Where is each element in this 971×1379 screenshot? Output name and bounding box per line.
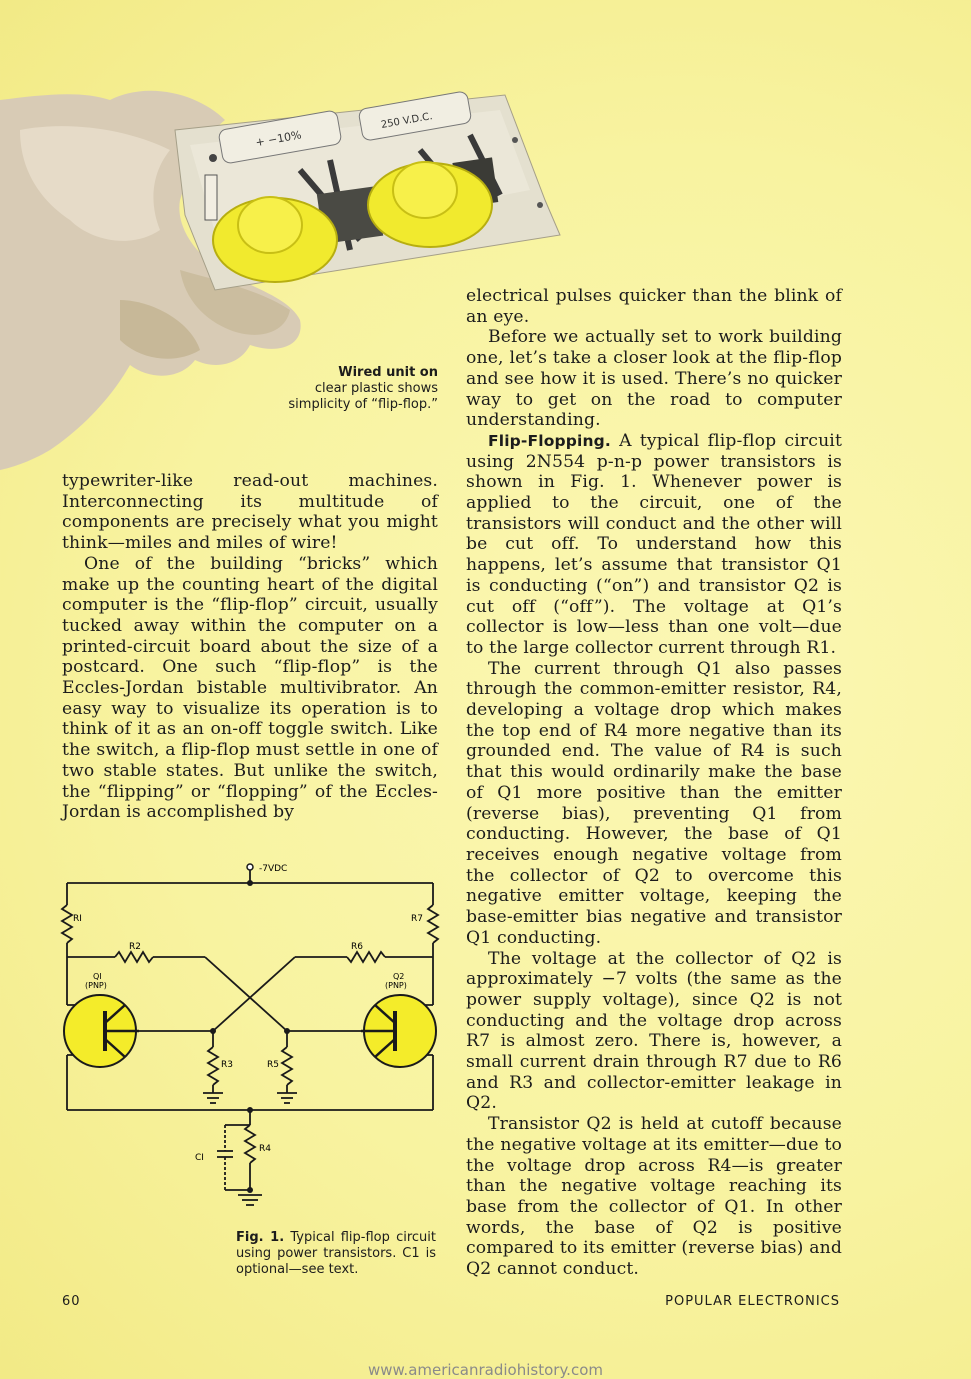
photo-caption-line-1: Wired unit on	[338, 365, 438, 380]
figure-caption	[236, 1230, 436, 1278]
r1-label: RI	[73, 914, 82, 924]
photo-caption-line-3: simplicity of “flip-flop.”	[288, 397, 438, 412]
page-number: 60	[62, 1294, 81, 1309]
photo-caption-line-2: clear plastic shows	[314, 381, 438, 396]
magazine-name: POPULAR ELECTRONICS	[665, 1294, 840, 1309]
flip-flop-schematic	[55, 855, 445, 1215]
r4-label: R4	[259, 1144, 271, 1154]
photo-caption	[230, 365, 438, 413]
paragraph: electrical pulses quicker than the blink of an eye.	[466, 286, 842, 327]
transistor-q2	[361, 995, 436, 1067]
figure-label: Fig. 1.	[236, 1230, 285, 1245]
transistor-q1	[64, 995, 139, 1067]
svg-text:250 V.D.C.: 250 V.D.C.	[380, 111, 434, 131]
r2-label: R2	[129, 942, 141, 952]
paragraph: Before we actually set to work building one, let’s take a closer look at the flip-flop and see how it is used. There’s no quicker way to get on the road to computer understanding.	[466, 327, 842, 431]
q2-type-label: (PNP)	[385, 981, 407, 990]
c1-label: CI	[195, 1153, 204, 1163]
paragraph: The voltage at the collector of Q2 is approximately −7 volts (the same as the power supply voltage), since Q2 is not conducting and the voltage drop across R7 is almost zero. There is, however, a small current drain through R7 due to R6 and R3 and collector-emitter leakage in Q2.	[466, 948, 842, 1114]
q1-label: QI	[93, 972, 102, 981]
section-heading: Flip-Flopping.	[488, 431, 611, 450]
r3-label: R3	[221, 1060, 233, 1070]
paragraph: The current through Q1 also passes through the common-emitter resistor, R4, developing a voltage drop which makes the top end of R4 more negative than its grounded end. The value of R4 is such that this would ordinarily make the base of Q1 more positive than the emitter (reverse bias), preventing Q1 from conducting. However, the base of Q1 receives enough negative voltage from the collector of Q2 to overcome this negative emitter voltage, keeping the base-emitter bias negative and transistor Q1 conducting.	[466, 658, 842, 948]
svg-text:+ −10%: + −10%	[254, 128, 303, 150]
watermark: www.americanradiohistory.com	[368, 1361, 603, 1379]
paragraph: typewriter-like read-out machines. Interconnecting its multitude of components are precisely what you might think—miles and miles of wire!	[62, 471, 438, 554]
right-text-column	[466, 286, 842, 1280]
supply-label: -7VDC	[259, 864, 288, 874]
r5-label: R5	[267, 1060, 279, 1070]
left-text-column	[62, 471, 438, 823]
q1-type-label: (PNP)	[85, 981, 107, 990]
paragraph: One of the building “bricks” which make up the counting heart of the digital computer is the “flip-flop” circuit, usually tucked away within the computer on a printed-circuit board about the size of a postcard. One such “flip-flop” is the Eccles-Jordan bistable multivibrator. An easy way to visualize its operation is to think of it as an on-off toggle switch. Like the switch, a flip-flop must settle in one of two stable states. But unlike the switch, the “flipping” or “flopping” of the Eccles-Jordan is accomplished by	[62, 553, 438, 823]
q2-label: Q2	[393, 972, 405, 981]
r7-label: R7	[411, 914, 423, 924]
figure-caption-text: Typical flip-flop circuit using power transistors. C1 is optional—see text.	[236, 1230, 436, 1277]
r6-label: R6	[351, 942, 363, 952]
paragraph: Transistor Q2 is held at cutoff because the negative voltage at its emitter—due to the voltage drop across R4—is greater than the negative voltage reaching its base from the collector of Q1. In other words, the base of Q2 is positive compared to its emitter (reverse bias) and Q2 cannot conduct.	[466, 1114, 842, 1280]
paragraph	[466, 431, 842, 659]
paragraph-text: A typical flip-flop circuit using 2N554 p-n-p power transistors is shown in Fig. 1. Whenever power is applied to the circuit, one of the transistors will conduct and the other will be cut off. To understand how this happens, let’s assume that transistor Q1 is conducting (“on”) and transistor Q2 is cut off (“off”). The voltage at Q1’s collector is low—less than one volt—due to the large collector current through R1.	[466, 430, 842, 658]
